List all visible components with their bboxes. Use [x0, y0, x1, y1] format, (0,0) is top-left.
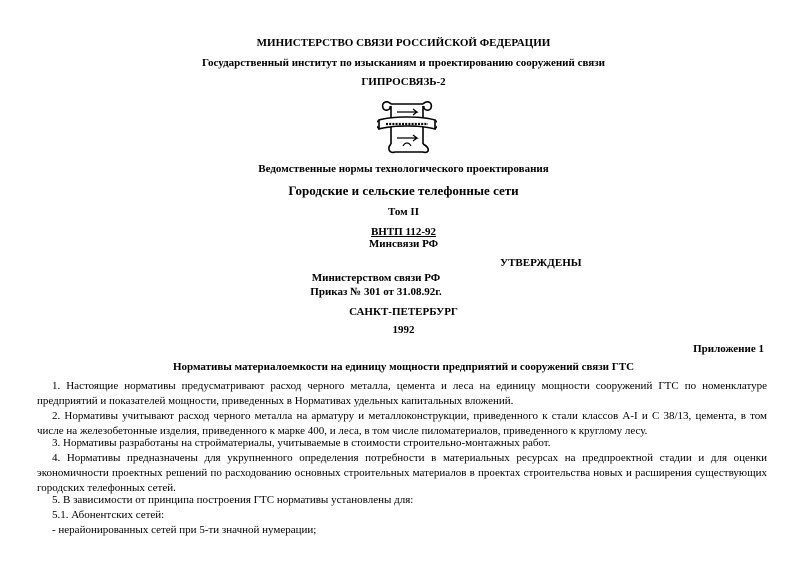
volume-label: Том II [388, 206, 419, 218]
appendix-heading: Нормативы материалоемкости на единицу мощности предприятий и сооружений связи ГТС [172, 361, 635, 373]
appendix-label: Приложение 1 [693, 343, 764, 355]
document-subject: Городские и сельские телефонные сети [288, 183, 519, 198]
scroll-emblem-icon [377, 98, 437, 156]
paragraph-5-1-item: - нерайонированных сетей при 5-ти значной нумерации; [52, 524, 317, 536]
paragraph-2: 2. Нормативы учитывают расход черного металла на арматуру и металлоконструкции, приведенного к стали классов А-I и С 38/13, цемента, в том числе на железобетонные изделия, приведенного к марке 400, и леса, в том числе пиломатериалов, приведенного к круглому лесу. [37, 410, 767, 437]
paragraph-4: 4. Нормативы предназначены для укрупненного определения потребности в материальных ресурсах на предпроектной стадии и для оценки экономичности проектных решений по расходованию основных строительных материалов в проектах строительства новых и расширения существующих городских телефонных сетей. [37, 452, 767, 494]
issuer: Минсвязи РФ [368, 238, 439, 250]
institute-name: Государственный институт по изысканиям и проектированию сооружений связи [202, 57, 605, 69]
norms-title: Ведомственные нормы технологического проектирования [258, 163, 549, 175]
paragraph-5: 5. В зависимости от принципа построения ГТС нормативы установлены для: [52, 494, 414, 506]
approval-order: Приказ № 301 от 31.08.92г. [310, 286, 442, 298]
document-code-text: ВНТП 112-92 [370, 226, 437, 238]
paragraph-1: 1. Настоящие нормативы предусматривают расход черного металла, цемента и леса на единицу мощности сооружений ГТС по номенклатуре предприятий и показателей мощности, приведенных в Нормативах удельных капитальных вложений. [37, 380, 767, 407]
approved-by: Министерством связи РФ [311, 272, 441, 284]
document-code [0, 226, 807, 238]
approved-label: УТВЕРЖДЕНЫ [500, 257, 582, 269]
paragraph-5-1: 5.1. Абонентских сетей: [52, 509, 165, 521]
institute-short-name: ГИПРОСВЯЗЬ-2 [361, 76, 446, 88]
paragraph-3: 3. Нормативы разработаны на стройматериалы, учитываемые в стоимости строительно-монтажных работ. [52, 437, 551, 449]
ministry-header: МИНИСТЕРСТВО СВЯЗИ РОССИЙСКОЙ ФЕДЕРАЦИИ [256, 37, 551, 49]
imprint-year: 1992 [392, 324, 415, 336]
imprint-city: САНКТ-ПЕТЕРБУРГ [349, 306, 458, 318]
